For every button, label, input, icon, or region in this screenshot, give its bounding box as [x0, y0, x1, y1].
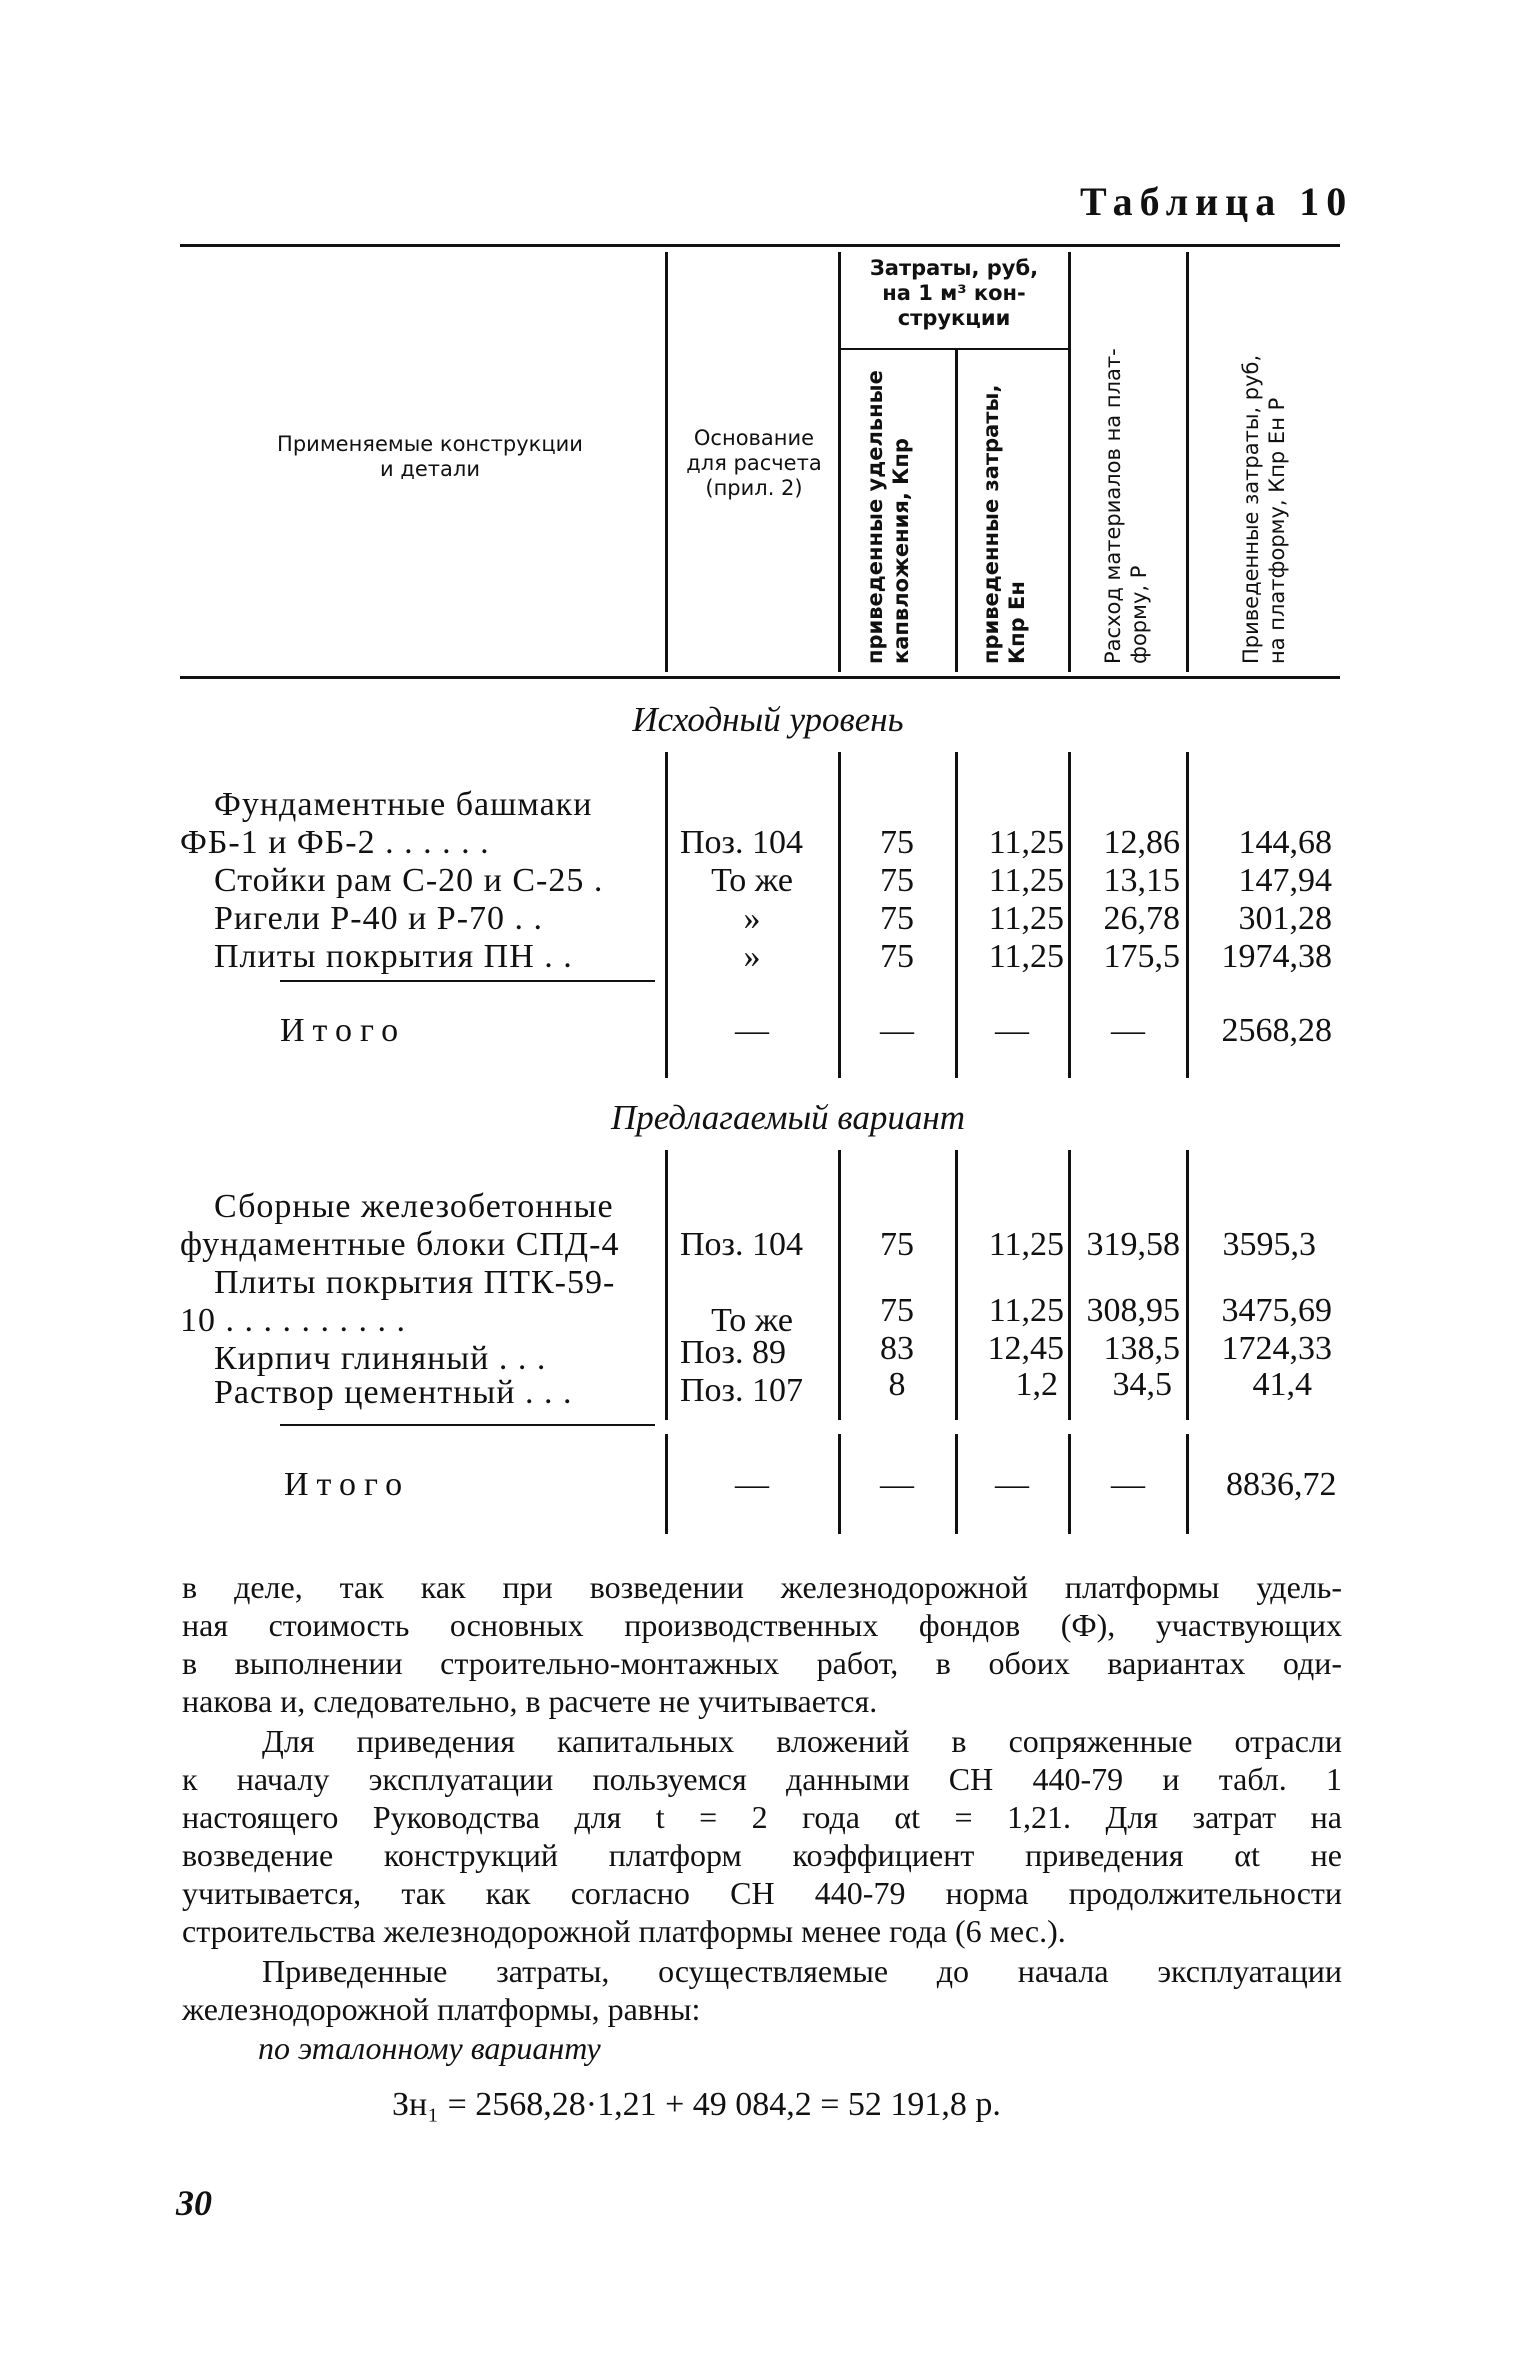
total-k: — [880, 1012, 914, 1049]
row-ke: 11,25 [988, 1292, 1064, 1329]
row-ke: 1,2 [1015, 1366, 1058, 1403]
column-divider [1186, 1150, 1189, 1420]
total-basis: — [735, 1012, 769, 1049]
row-k: 75 [880, 1226, 914, 1263]
row-p: 26,78 [1103, 900, 1180, 937]
total-ke: — [995, 1012, 1029, 1049]
row-p: 13,15 [1103, 862, 1180, 899]
row-total: 1974,38 [1221, 938, 1332, 975]
total-ke: — [995, 1466, 1029, 1503]
row-name: Плиты покрытия ПН . . [214, 938, 573, 975]
text-line: настоящего Руководства для t = 2 года αt = 1,21. Для затрат на [182, 1799, 1342, 1835]
row-name: Стойки рам С-20 и С-25 . [214, 862, 604, 899]
column-divider [1186, 978, 1189, 1078]
row-name: ФБ-1 и ФБ-2 . . . . . . [180, 824, 490, 861]
row-basis: То же [711, 1302, 793, 1339]
column-divider [838, 1150, 841, 1420]
column-divider [838, 978, 841, 1078]
text-line: строительства железнодорожной платформы менее года (6 мес.). [182, 1913, 1066, 1949]
total-basis: — [735, 1466, 769, 1503]
row-basis: Поз. 107 [680, 1372, 803, 1409]
header-divider [1068, 252, 1071, 672]
total-k: — [880, 1466, 914, 1503]
row-k: 75 [880, 1292, 914, 1329]
row-name: Плиты покрытия ПТК-59- [214, 1264, 616, 1301]
total-label: Итого [284, 1466, 411, 1503]
column-divider [838, 1434, 841, 1534]
column-divider [1068, 1434, 1071, 1534]
column-divider [665, 1150, 668, 1420]
header-platform-costs: Приведенные затраты, руб, на платформу, Кпр Ен Р [1239, 354, 1289, 664]
row-basis: » [743, 900, 761, 937]
row-total: 41,4 [1252, 1366, 1312, 1403]
header-constructions: Применяемые конструкции и детали [277, 432, 583, 481]
row-p: 12,86 [1103, 824, 1180, 861]
text-line: возведение конструкций платформ коэффициент приведения αt не [182, 1837, 1342, 1873]
paragraph [182, 1722, 1342, 1950]
row-k: 83 [880, 1330, 914, 1367]
row-p: 175,5 [1103, 938, 1180, 975]
formula: Зн₁ = 2568,28·1,21 + 49 084,2 = 52 191,8 р. [392, 2086, 1001, 2123]
text-line: накова и, следовательно, в расчете не учитывается. [182, 1683, 878, 1719]
text-line: Для приведения капитальных вложений в сопряженные отрасли [262, 1723, 1342, 1759]
column-divider [838, 752, 841, 988]
row-name: Сборные железобетонные [214, 1188, 614, 1225]
row-total: 301,28 [1238, 900, 1332, 937]
total-p: — [1111, 1012, 1145, 1049]
row-p: 34,5 [1112, 1366, 1172, 1403]
section-title-proposed: Предлагаемый вариант [610, 1098, 966, 1137]
header-cap-investment: приведенные удельные капвложения, Кпр [863, 370, 913, 664]
row-ke: 11,25 [988, 938, 1064, 975]
table-caption: Таблица 10 [1080, 179, 1354, 224]
row-basis: Поз. 89 [680, 1334, 786, 1371]
header-reduced-costs: приведенные затраты, Кпр Ен [979, 384, 1029, 664]
header-divider [1186, 252, 1189, 672]
row-name: 10 . . . . . . . . . . [180, 1302, 406, 1339]
row-k: 75 [880, 900, 914, 937]
row-k: 75 [880, 824, 914, 861]
column-divider [1186, 1434, 1189, 1534]
row-k: 75 [880, 938, 914, 975]
row-ke: 11,25 [988, 862, 1064, 899]
text-line: железнодорожной платформы, равны: [182, 1991, 701, 2027]
row-basis: Поз. 104 [680, 824, 803, 861]
row-k: 75 [880, 862, 914, 899]
table-header-bottom-rule [180, 676, 1340, 679]
table-top-rule [180, 244, 1340, 247]
row-k: 8 [888, 1366, 906, 1403]
row-p: 308,95 [1086, 1292, 1180, 1329]
row-name: Кирпич глиняный . . . [214, 1340, 547, 1377]
row-name: Фундаментные башмаки [214, 786, 593, 823]
subtotal-rule [280, 1424, 655, 1426]
text-line: Приведенные затраты, осуществляемые до начала эксплуатации [262, 1953, 1342, 1989]
text-line: ная стоимость основных производственных фондов (Ф), участвующих [182, 1607, 1342, 1643]
row-total: 1724,33 [1221, 1330, 1332, 1367]
row-p: 319,58 [1086, 1226, 1180, 1263]
total-value: 2568,28 [1221, 1012, 1332, 1049]
paragraph [182, 1568, 1342, 1720]
row-ke: 11,25 [988, 824, 1064, 861]
row-total: 147,94 [1238, 862, 1332, 899]
text-line: к началу эксплуатации пользуемся данными СН 440-79 и табл. 1 [182, 1761, 1342, 1797]
subtotal-rule [280, 980, 655, 982]
row-p: 138,5 [1103, 1330, 1180, 1367]
text-line: в выполнении строительно-монтажных работ, в обоих вариантах оди- [182, 1645, 1342, 1681]
header-costs-group: Затраты, руб, на 1 м³ кон- струкции [869, 256, 1039, 330]
column-divider [1068, 1150, 1071, 1420]
row-name: фундаментные блоки СПД-4 [180, 1226, 620, 1263]
row-ke: 11,25 [988, 900, 1064, 937]
row-total: 3475,69 [1221, 1292, 1332, 1329]
column-divider [1068, 752, 1071, 988]
row-name: Раствор цементный . . . [214, 1374, 573, 1411]
row-basis: То же [711, 862, 793, 899]
row-total: 3595,3 [1222, 1226, 1316, 1263]
row-basis: Поз. 104 [680, 1226, 803, 1263]
text-line: в деле, так как при возведении железнодорожной платформы удель- [182, 1569, 1342, 1605]
total-p: — [1111, 1466, 1145, 1503]
header-divider [838, 252, 841, 672]
page-number: 30 [176, 2183, 212, 2223]
section-title-baseline: Исходный уровень [632, 700, 904, 739]
header-divider [665, 252, 668, 672]
total-label: Итого [280, 1012, 407, 1049]
header-divider [955, 350, 958, 672]
formula-label: по эталонному варианту [258, 2030, 601, 2066]
row-basis: » [743, 938, 761, 975]
row-ke: 11,25 [988, 1226, 1064, 1263]
column-divider [1186, 752, 1189, 988]
header-materials: Расход материалов на плат- форму, Р [1101, 348, 1151, 664]
row-ke: 12,45 [987, 1330, 1064, 1367]
text-line: учитывается, так как согласно СН 440-79 норма продолжительности [182, 1875, 1342, 1911]
paragraph [182, 1952, 1342, 2028]
costs-subheader-rule [838, 348, 1068, 350]
total-value: 8836,72 [1226, 1466, 1337, 1503]
row-total: 144,68 [1238, 824, 1332, 861]
column-divider [1068, 978, 1071, 1078]
header-basis: Основание для расчета (прил. 2) [686, 426, 822, 500]
row-name: Ригели Р-40 и Р-70 . . [214, 900, 544, 937]
